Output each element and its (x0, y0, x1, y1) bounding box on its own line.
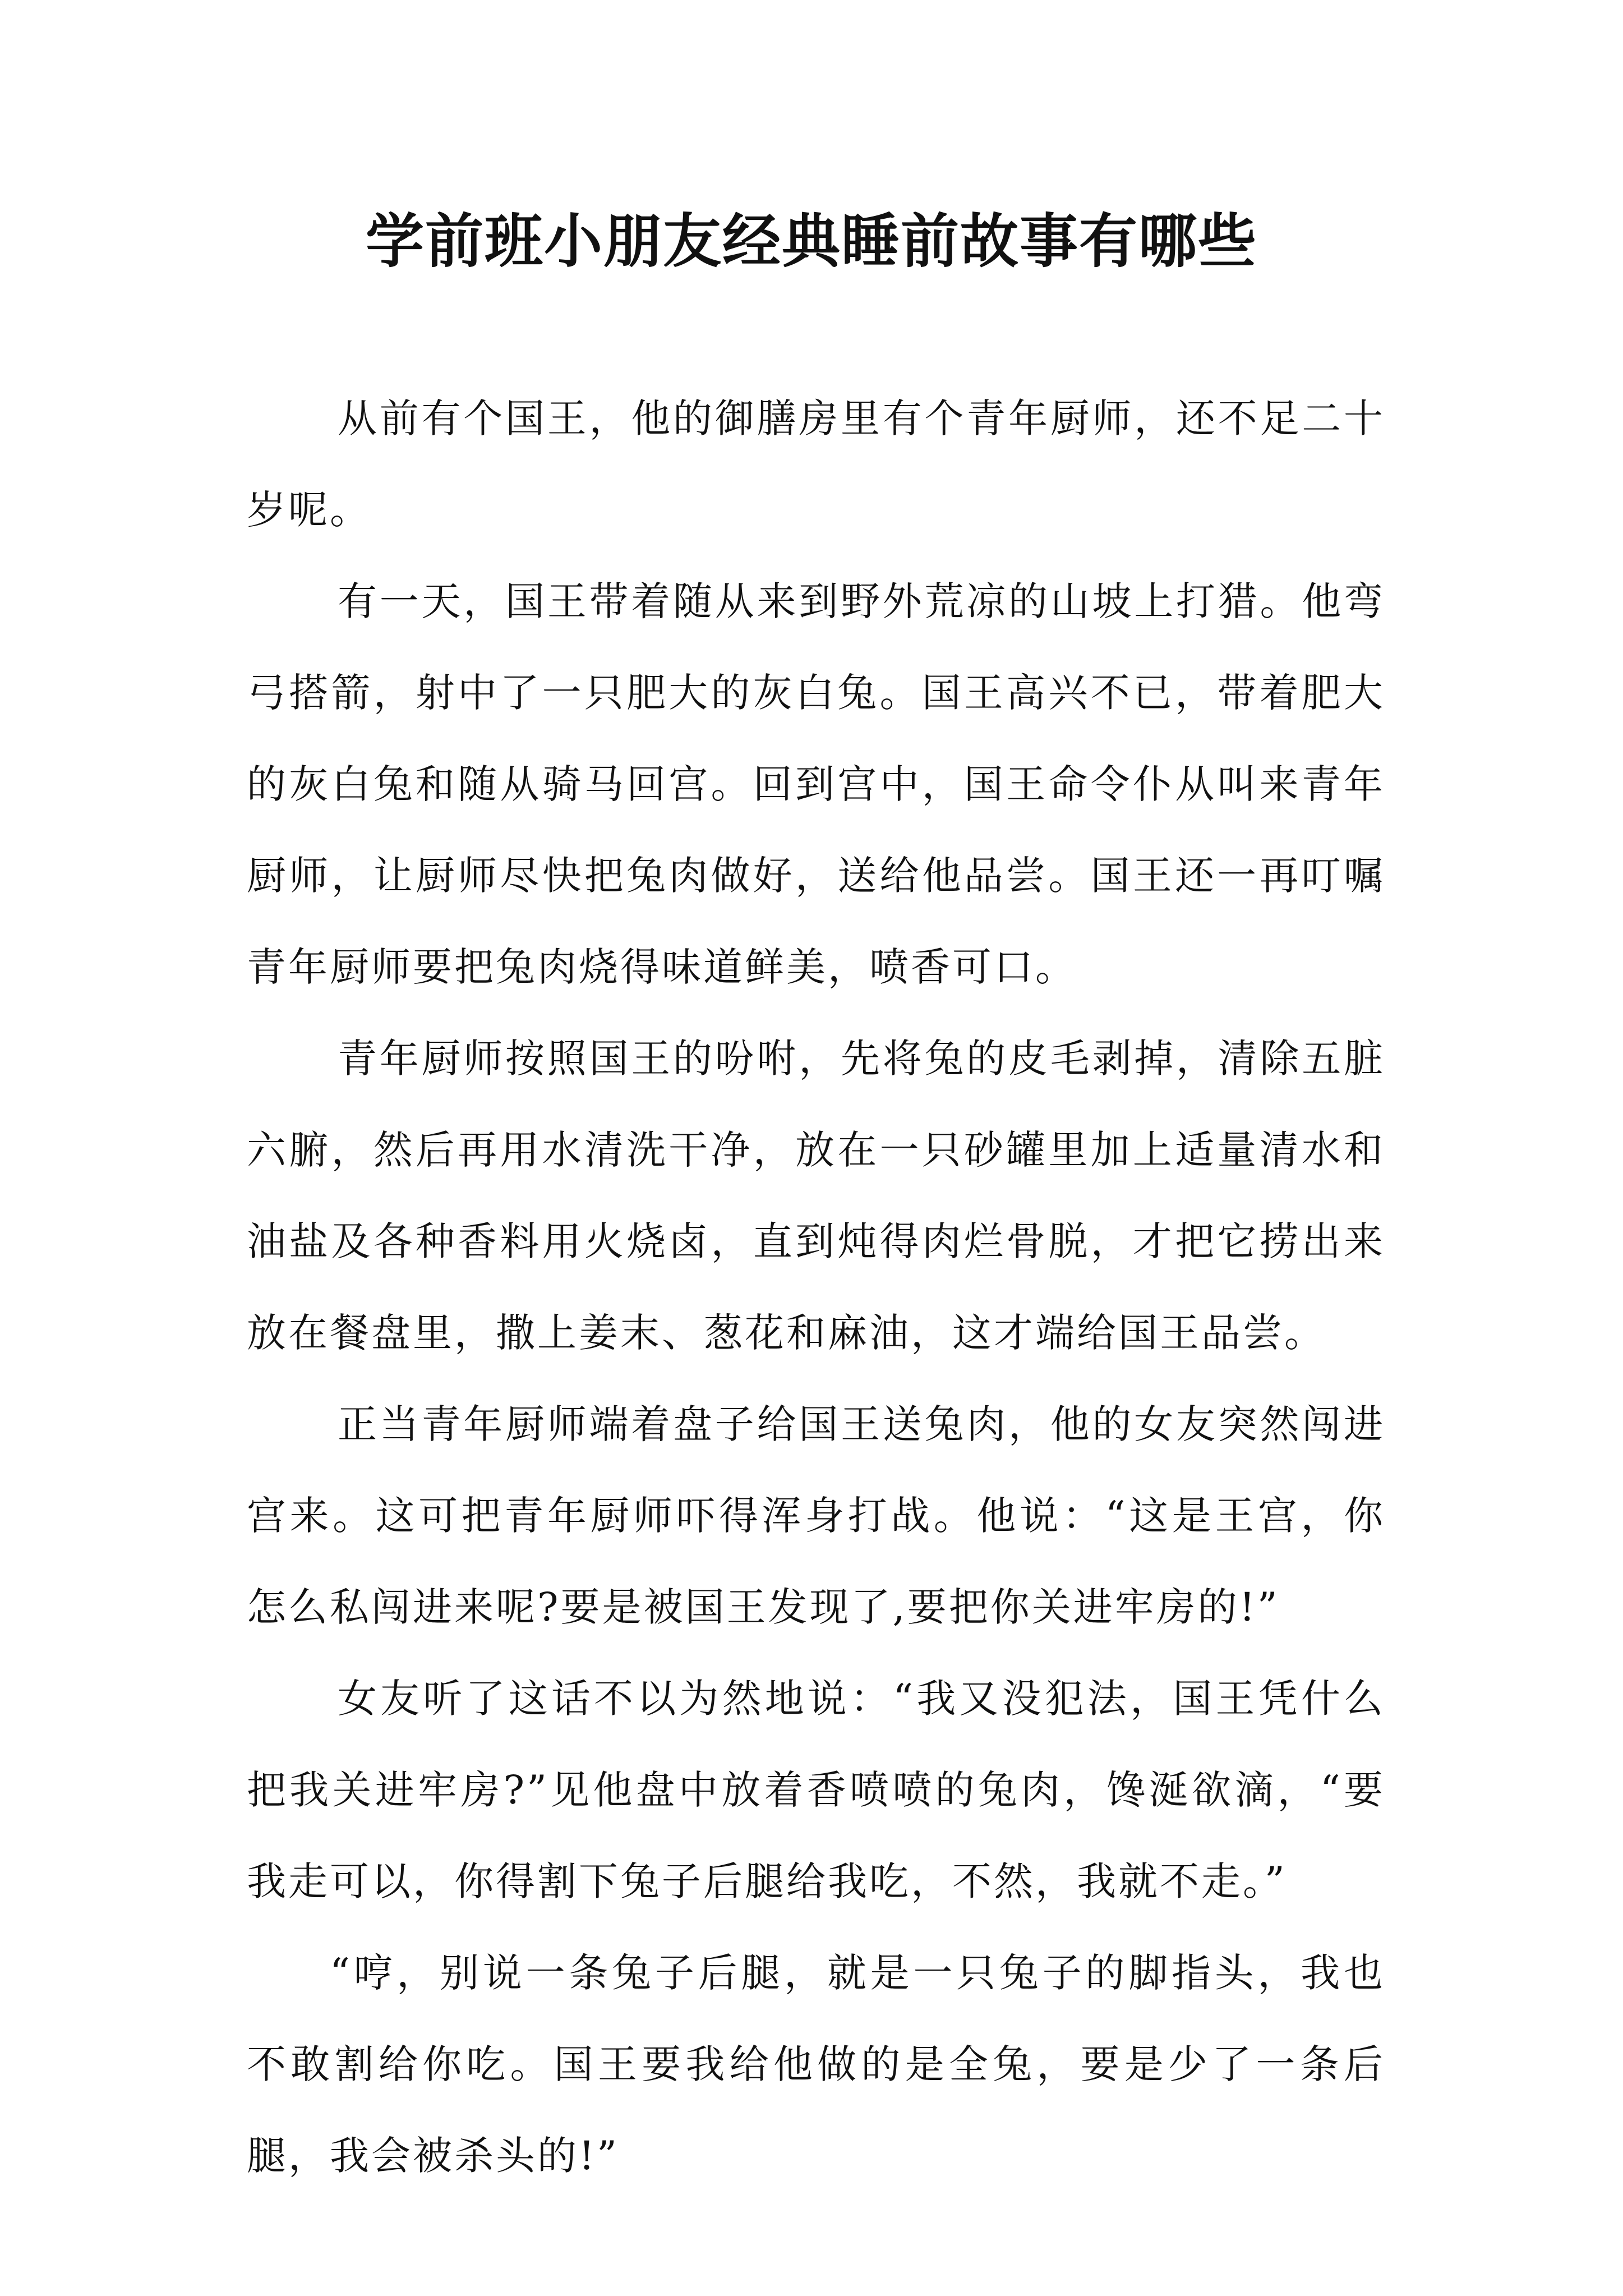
document-body (247, 373, 1385, 2202)
paragraph-2: 有一天，国王带着随从来到野外荒凉的山坡上打猎。他弯弓搭箭，射中了一只肥大的灰白兔。国王高兴不已，带着肥大的灰白兔和随从骑马回宫。回到宫中，国王命令仆从叫来青年厨师，让厨师尽快把兔肉做好，送给他品尝。国王还一再叮嘱青年厨师要把兔肉烧得味道鲜美，喷香可口。 (247, 578, 1385, 990)
paragraph-6: “哼，别说一条兔子后腿，就是一只兔子的脚指头，我也不敢割给你吃。国王要我给他做的是全兔，要是少了一条后腿，我会被杀头的!” (247, 1950, 1385, 2179)
paragraph-5: 女友听了这话不以为然地说：“我又没犯法，国王凭什么把我关进牢房?”见他盘中放着香喷喷的兔肉，馋涎欲滴，“要我走可以，你得割下兔子后腿给我吃，不然，我就不走。” (247, 1676, 1385, 1904)
paragraph-1: 从前有个国王，他的御膳房里有个青年厨师，还不足二十岁呢。 (247, 395, 1385, 533)
document-title: 学前班小朋友经典睡前故事有哪些 (365, 206, 1257, 275)
paragraph-4: 正当青年厨师端着盘子给国王送兔肉，他的女友突然闯进宫来。这可把青年厨师吓得浑身打战。他说：“这是王宫，你怎么私闯进来呢?要是被国王发现了,要把你关进牢房的!” (247, 1401, 1385, 1630)
paragraph-3: 青年厨师按照国王的吩咐，先将兔的皮毛剥掉，清除五脏六腑，然后再用水清洗干净，放在一只砂罐里加上适量清水和油盐及各种香料用火烧卤，直到炖得肉烂骨脱，才把它捞出来放在餐盘里，撒上姜末、葱花和麻油，这才端给国王品尝。 (247, 1036, 1385, 1356)
